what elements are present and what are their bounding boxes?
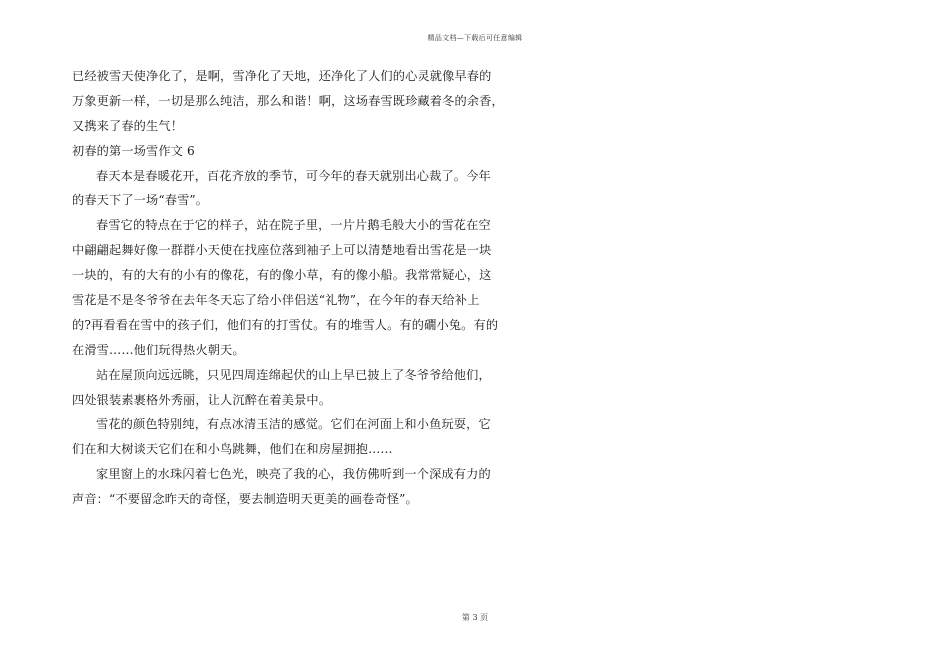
text-line: 万象更新一样，一切是那么纯洁，那么和谐！啊，这场春雪既珍藏着冬的余香， <box>72 93 504 108</box>
text-line: 站在屋顶向远远眺，只见四周连绵起伏的山上早已披上了冬爷爷给他们， <box>96 367 491 382</box>
text-line: 又携来了春的生气！ <box>72 118 184 133</box>
text-line: 雪花是不是冬爷爷在去年冬天忘了给小伴侣送“礼物”，在今年的春天给补上 <box>72 293 480 308</box>
text-line: 的?再看看在雪中的孩子们，他们有的打雪仗。有的堆雪人。有的礀小兔。有的 <box>72 317 499 332</box>
text-line: 的春天下了一场“春雪”。 <box>72 193 209 208</box>
text-line: 中翩翩起舞好像一群群小天使在找座位落到袖子上可以清楚地看出雪花是一块 <box>72 243 492 258</box>
document-body <box>72 64 504 512</box>
text-line: 春天本是春暖花开，百花齐放的季节，可今年的春天就别出心裁了。今年 <box>96 168 491 183</box>
text-line: 在滑雪……他们玩得热火朝天。 <box>72 342 245 357</box>
text-line: 声音：“不要留念昨天的奇怪，要去制造明天更美的画卷奇怪”。 <box>72 492 418 507</box>
page-number: 第 3 页 <box>461 613 489 622</box>
page-header: 精品文档—下载后可任意编辑 <box>427 34 523 42</box>
section-heading: 初春的第一场雪作文 6 <box>72 143 195 158</box>
text-line: 们在和大树谈天它们在和小鸟跳舞，他们在和房屋拥抱…… <box>72 442 393 457</box>
text-line: 春雪它的特点在于它的样子，站在院子里，一片片鹅毛般大小的雪花在空 <box>96 218 491 233</box>
text-line: 一块的，有的大有的小有的像花，有的像小草，有的像小船。我常常疑心，这 <box>72 268 492 283</box>
text-line: 雪花的颜色特别纯，有点冰清玉洁的感觉。它们在河面上和小鱼玩耍，它 <box>96 417 491 432</box>
text-line: 已经被雪天使净化了，是啊，雪净化了天地，还净化了人们的心灵就像早春的 <box>72 69 492 83</box>
text-line: 四处银装素裹格外秀丽，让人沉醉在着美景中。 <box>72 392 332 407</box>
text-line: 家里窗上的水珠闪着七色光，映亮了我的心，我仿佛听到一个深成有力的 <box>96 467 491 482</box>
